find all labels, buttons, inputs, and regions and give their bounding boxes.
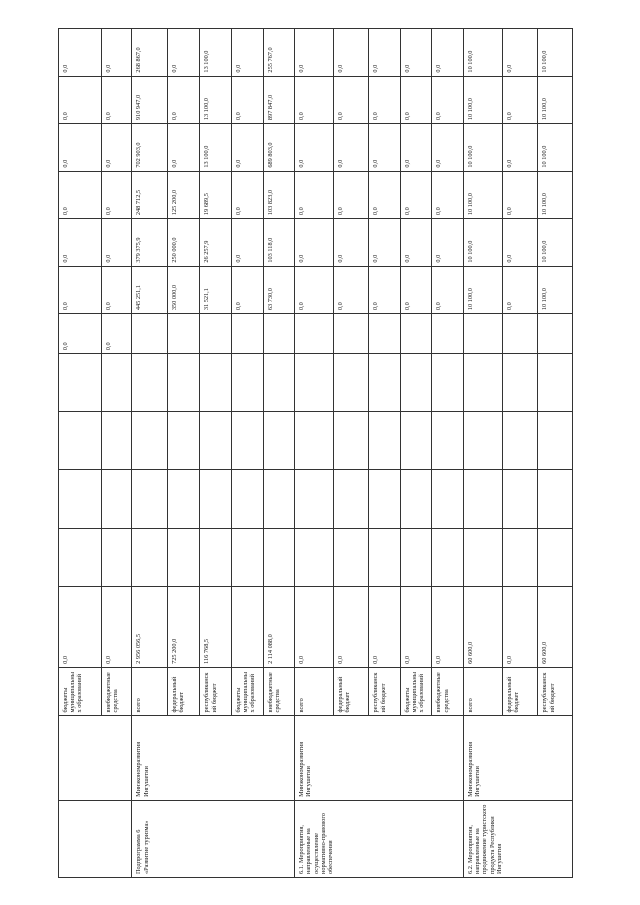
value-cell-g4 [101,354,132,412]
value-cell-g2 [101,470,132,528]
value-cell-g4 [400,354,432,412]
executor-cell: Минэкономразвития Ингушетии [295,716,464,800]
value-cell-g5 [200,314,232,354]
value-cell-g2 [432,470,464,528]
value-cell-g7: 0,0 [101,219,132,267]
value-cell-g5 [231,314,263,354]
value-cell-g7: 0,0 [231,219,263,267]
value-cell-g3 [167,412,200,470]
value-cell-g8: 0,0 [59,171,102,219]
value-cell-g11: 10 100,0 [538,29,573,77]
funding-source-cell: внебюджетные средства [263,667,295,716]
value-cell-g7: 103 118,0 [263,219,295,267]
value-cell-g3 [432,412,464,470]
value-cell-g11: 0,0 [295,29,334,77]
value-cell-g1 [59,528,102,586]
value-cell-g10: 0,0 [231,76,263,124]
value-cell-g5 [369,314,401,354]
funding-source-cell: республиканский бюджет [538,667,573,716]
value-cell-g6: 0,0 [295,266,334,314]
value-cell-g6: 10 100,0 [538,266,573,314]
value-cell-g5 [295,314,334,354]
value-cell-g3 [200,412,232,470]
value-cell-total: 2 114 088,0 [263,586,295,667]
value-cell-g3 [400,412,432,470]
value-cell-g10: 0,0 [101,76,132,124]
value-cell-g1 [400,528,432,586]
value-cell-g2 [295,470,334,528]
value-cell-g6: 445 251,1 [132,266,168,314]
value-cell-g4 [231,354,263,412]
value-cell-g1 [200,528,232,586]
value-cell-g8: 0,0 [101,171,132,219]
funding-source-cell: республиканский бюджет [200,667,232,716]
value-cell-g10: 0,0 [167,76,200,124]
value-cell-g11: 0,0 [432,29,464,77]
value-cell-g9: 0,0 [101,124,132,172]
value-cell-g10: 0,0 [369,76,401,124]
value-cell-g9: 0,0 [333,124,369,172]
value-cell-g10: 0,0 [59,76,102,124]
value-cell-g4 [167,354,200,412]
value-cell-g2 [369,470,401,528]
value-cell-g11: 255 767,0 [263,29,295,77]
funding-source-cell: внебюджетные средства [101,667,132,716]
value-cell-g7: 0,0 [369,219,401,267]
value-cell-total [231,586,263,667]
value-cell-g10: 897 847,0 [263,76,295,124]
value-cell-g10: 0,0 [333,76,369,124]
table-row [59,29,102,878]
value-cell-g10: 10 100,0 [464,76,503,124]
program-name-cell: 6.1. Мероприятия, направленные на осуществление нормативно-правового обеспечения [295,800,464,877]
value-cell-g6: 31 521,1 [200,266,232,314]
value-cell-g5 [432,314,464,354]
value-cell-g6: 0,0 [502,266,538,314]
program-name-cell: 6.2. Мероприятия, направленные на продвижение туристского продукта Республики Ингушетия [464,800,573,877]
value-cell-g8: 0,0 [231,171,263,219]
value-cell-g7: 379 375,9 [132,219,168,267]
value-cell-g1 [502,528,538,586]
value-cell-g5 [132,314,168,354]
value-cell-g1 [464,528,503,586]
table-row [132,29,168,878]
funding-source-cell: бюджеты муниципальных образований [231,667,263,716]
value-cell-g5 [263,314,295,354]
funding-source-cell: всего [132,667,168,716]
value-cell-g9: 702 903,0 [132,124,168,172]
value-cell-g5 [167,314,200,354]
value-cell-g6: 0,0 [59,266,102,314]
value-cell-g4 [464,354,503,412]
value-cell-g8: 0,0 [400,171,432,219]
value-cell-g8: 103 823,0 [263,171,295,219]
value-cell-g4 [502,354,538,412]
value-cell-g10: 10 100,0 [538,76,573,124]
value-cell-g2 [167,470,200,528]
executor-cell: Минэкономразвития Ингушетии [132,716,295,800]
table-row [295,29,334,878]
funding-source-cell: всего [295,667,334,716]
value-cell-g5: 0,0 [59,314,102,354]
value-cell-g10: 0,0 [502,76,538,124]
value-cell-g7: 0,0 [295,219,334,267]
value-cell-g5 [400,314,432,354]
value-cell-g3 [502,412,538,470]
funding-source-cell: бюджеты муниципальных образований [59,667,102,716]
executor-cell [59,716,132,800]
funding-source-cell: внебюджетные средства [432,667,464,716]
value-cell-g9: 10 100,0 [538,124,573,172]
value-cell-g8: 0,0 [432,171,464,219]
value-cell-g4 [59,354,102,412]
value-cell-total: 725 200,0 [167,586,200,667]
value-cell-g7: 26 257,9 [200,219,232,267]
value-cell-g10: 13 100,0 [200,76,232,124]
value-cell-total: 0,0 [59,586,102,667]
value-cell-g9: 0,0 [502,124,538,172]
value-cell-g6: 0,0 [333,266,369,314]
value-cell-g4 [295,354,334,412]
value-cell-g8: 125 200,0 [167,171,200,219]
value-cell-g10: 0,0 [400,76,432,124]
table-row [464,29,503,878]
value-cell-g3 [263,412,295,470]
value-cell-g2 [502,470,538,528]
value-cell-g8: 10 100,0 [464,171,503,219]
value-cell-g8: 0,0 [333,171,369,219]
value-cell-g6: 10 100,0 [464,266,503,314]
value-cell-g9: 0,0 [231,124,263,172]
value-cell-g3 [369,412,401,470]
value-cell-g4 [200,354,232,412]
value-cell-g2 [132,470,168,528]
value-cell-total: 0,0 [295,586,334,667]
value-cell-g9: 13 100,0 [200,124,232,172]
value-cell-g6: 350 000,0 [167,266,200,314]
value-cell-g2 [200,470,232,528]
value-cell-g3 [464,412,503,470]
value-cell-g1 [167,528,200,586]
value-cell-g11: 0,0 [167,29,200,77]
value-cell-g4 [333,354,369,412]
value-cell-g11: 10 100,0 [464,29,503,77]
value-cell-g4 [538,354,573,412]
value-cell-g4 [263,354,295,412]
value-cell-g9: 0,0 [400,124,432,172]
value-cell-g2 [231,470,263,528]
value-cell-g1 [231,528,263,586]
value-cell-g7: 10 100,0 [538,219,573,267]
value-cell-g11: 0,0 [231,29,263,77]
value-cell-g6: 63 730,0 [263,266,295,314]
value-cell-g3 [231,412,263,470]
value-cell-g1 [538,528,573,586]
value-cell-g11: 13 100,0 [200,29,232,77]
value-cell-g2 [400,470,432,528]
value-cell-g10: 0,0 [295,76,334,124]
executor-cell: Минэкономразвития Ингушетии [464,716,573,800]
program-name-cell [59,800,132,877]
value-cell-g6: 0,0 [400,266,432,314]
value-cell-total: 60 600,0 [538,586,573,667]
value-cell-g9: 0,0 [59,124,102,172]
value-cell-total: 60 600,0 [464,586,503,667]
value-cell-g1 [101,528,132,586]
funding-source-cell: республиканский бюджет [369,667,401,716]
value-cell-g2 [538,470,573,528]
value-cell-g8: 0,0 [502,171,538,219]
value-cell-g11: 0,0 [101,29,132,77]
value-cell-g5 [538,314,573,354]
value-cell-g8: 0,0 [369,171,401,219]
value-cell-g3 [59,412,102,470]
value-cell-g9: 10 100,0 [464,124,503,172]
program-name-cell: Подпрограмма 6 «Развитие туризма» [132,800,295,877]
funding-source-cell: федеральный бюджет [333,667,369,716]
value-cell-g11: 0,0 [59,29,102,77]
value-cell-g11: 268 867,0 [132,29,168,77]
value-cell-total: 0,0 [333,586,369,667]
value-cell-g1 [295,528,334,586]
value-cell-g4 [132,354,168,412]
value-cell-g3 [295,412,334,470]
value-cell-g2 [333,470,369,528]
value-cell-g5 [502,314,538,354]
value-cell-g5 [333,314,369,354]
funding-source-cell: федеральный бюджет [502,667,538,716]
value-cell-g8: 10 100,0 [538,171,573,219]
value-cell-g6: 0,0 [101,266,132,314]
value-cell-g1 [432,528,464,586]
value-cell-g11: 0,0 [333,29,369,77]
value-cell-g4 [432,354,464,412]
value-cell-total: 0,0 [502,586,538,667]
value-cell-g9: 0,0 [369,124,401,172]
funding-source-cell: всего [464,667,503,716]
value-cell-g7: 250 000,0 [167,219,200,267]
value-cell-g1 [263,528,295,586]
budget-table [58,28,573,878]
value-cell-g7: 0,0 [502,219,538,267]
value-cell-g5 [464,314,503,354]
value-cell-g6: 0,0 [231,266,263,314]
value-cell-g7: 0,0 [333,219,369,267]
value-cell-g1 [132,528,168,586]
funding-source-cell: федеральный бюджет [167,667,200,716]
value-cell-g3 [538,412,573,470]
value-cell-g2 [59,470,102,528]
value-cell-g5: 0,0 [101,314,132,354]
value-cell-g10: 910 947,0 [132,76,168,124]
value-cell-g6: 0,0 [432,266,464,314]
value-cell-g7: 0,0 [432,219,464,267]
value-cell-total: 0,0 [400,586,432,667]
value-cell-g9: 0,0 [432,124,464,172]
value-cell-g10: 0,0 [432,76,464,124]
value-cell-total: 116 768,5 [200,586,232,667]
value-cell-g11: 0,0 [502,29,538,77]
value-cell-g2 [263,470,295,528]
value-cell-g11: 0,0 [369,29,401,77]
value-cell-g3 [132,412,168,470]
value-cell-g9: 0,0 [295,124,334,172]
value-cell-g2 [464,470,503,528]
value-cell-g8: 19 689,5 [200,171,232,219]
rotated-table-wrapper [58,28,573,878]
value-cell-g7: 0,0 [59,219,102,267]
value-cell-g8: 0,0 [295,171,334,219]
value-cell-total: 0,0 [369,586,401,667]
value-cell-g4 [369,354,401,412]
value-cell-g9: 0,0 [167,124,200,172]
value-cell-g3 [333,412,369,470]
value-cell-g7: 0,0 [400,219,432,267]
value-cell-g3 [101,412,132,470]
value-cell-g9: 689 803,0 [263,124,295,172]
value-cell-total: 2 956 056,5 [132,586,168,667]
value-cell-g8: 248 712,5 [132,171,168,219]
value-cell-g11: 0,0 [400,29,432,77]
value-cell-g7: 10 100,0 [464,219,503,267]
value-cell-g1 [369,528,401,586]
value-cell-g6: 0,0 [369,266,401,314]
value-cell-g1 [333,528,369,586]
value-cell-total: 0,0 [432,586,464,667]
funding-source-cell: бюджеты муниципальных образований [400,667,432,716]
value-cell-total: 0,0 [101,586,132,667]
